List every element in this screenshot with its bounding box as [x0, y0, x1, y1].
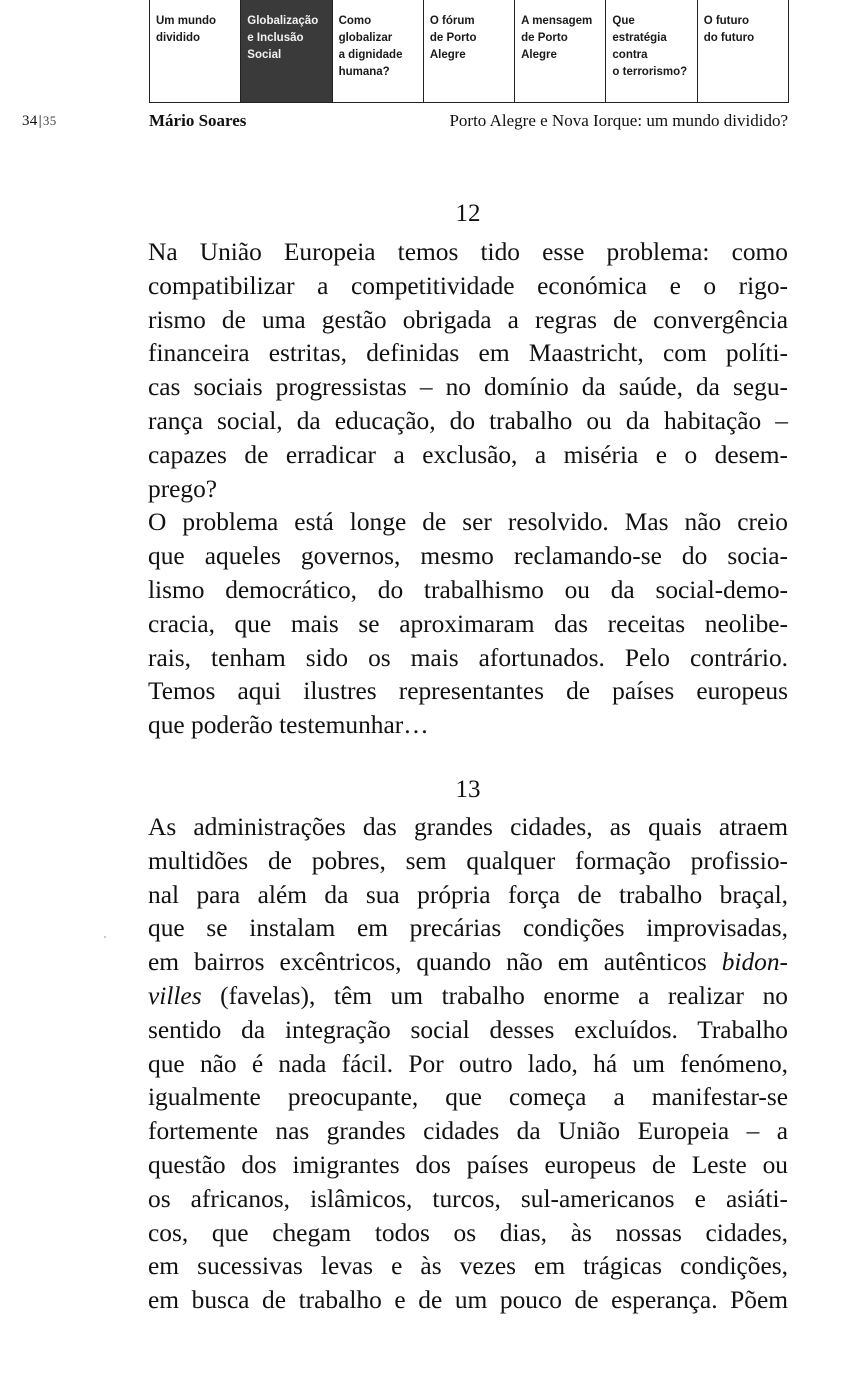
page-number-separator: | — [38, 113, 42, 129]
text-line: financeira estritas, definidas em Maastricht, com políti- — [148, 339, 788, 368]
nav-item-futuro-do-futuro[interactable]: O futuro do futuro — [703, 15, 755, 44]
running-title: Porto Alegre e Nova Iorque: um mundo dividido? — [449, 111, 788, 130]
nav-item-um-mundo-dividido[interactable]: Um mundo dividido — [150, 0, 241, 102]
text-line: que aqueles governos, mesmo reclamando-se do socia- — [148, 542, 788, 571]
text-line: fortemente nas grandes cidades da União Europeia – a — [148, 1117, 788, 1146]
paragraph — [148, 236, 788, 506]
text-line: os africanos, islâmicos, turcos, sul-americanos e asiáti- — [148, 1184, 788, 1213]
text-line: cas sociais progressistas – no domínio da saúde, da segu- — [148, 373, 788, 402]
text-line: As administrações das grandes cidades, as quais atraem — [148, 813, 788, 841]
text-line: questão dos imigrantes dos países europeus de Leste ou — [148, 1150, 788, 1179]
section-12 — [148, 200, 788, 743]
text-line-italic-mix: em bairros excêntricos, quando não em autênticos bidon- — [148, 948, 788, 977]
text-line: rais, tenham sido os mais afortunados. Pelo contrário. — [148, 643, 788, 672]
text-line: compatibilizar a competitividade económica e o rigo- — [148, 271, 788, 300]
section-nav — [149, 0, 789, 103]
text-line: igualmente preocupante, que começa a manifestar-se — [148, 1083, 788, 1112]
text-line: capazes de erradicar a exclusão, a miséria e o desem- — [148, 440, 788, 469]
text-line: que se instalam em precárias condições improvisadas, — [148, 914, 788, 943]
nav-item-forum-porto-alegre[interactable]: O fórum de Porto Alegre — [424, 0, 515, 102]
text-line: em sucessivas levas e às vezes em trágicas condições, — [148, 1252, 788, 1281]
text-line: Na União Europeia temos tido esse problema: como — [148, 238, 788, 266]
text-line: prego? — [148, 474, 218, 503]
text-line: rismo de uma gestão obrigada a regras de convergência — [148, 305, 788, 334]
text-line: O problema está longe de ser resolvido. Mas não creio — [148, 508, 788, 537]
text-line-italic-mix: villes (favelas), têm um trabalho enorme a realizar no — [148, 981, 788, 1010]
page-number-right: 35 — [42, 113, 57, 128]
text-line: rança social, da educação, do trabalho ou da habitação – — [148, 406, 788, 435]
text-line: multidões de pobres, sem qualquer formação profissio- — [148, 846, 788, 875]
text-line: nal para além da sua própria força de trabalho braçal, — [148, 880, 788, 909]
section-13 — [148, 776, 788, 1318]
page-number-left: 34 — [22, 113, 38, 129]
text-line: Temos aqui ilustres representantes de países europeus — [148, 677, 788, 706]
text-line: que poderão testemunhar… — [148, 711, 429, 740]
paragraph — [148, 506, 788, 743]
italic-word: villes — [148, 981, 202, 1010]
text-line: lismo democrático, do trabalhismo ou da social-demo- — [148, 575, 788, 604]
text-line: cos, que chegam todos os dias, às nossas cidades, — [148, 1218, 788, 1247]
text-line: em busca de trabalho e de um pouco de esperança. Põem — [148, 1286, 788, 1315]
italic-word: bidon- — [721, 948, 788, 977]
nav-item-estrategia-terrorismo[interactable]: Que estratégia contra o terrorismo? — [606, 0, 697, 102]
page-number — [22, 113, 57, 130]
text-line: sentido da integração social desses excluídos. Trabalho — [148, 1015, 788, 1044]
margin-speck — [104, 936, 106, 938]
nav-item-globalizacao-inclusao-social[interactable]: Globalização e Inclusão Social — [241, 0, 332, 102]
text-line: cracia, que mais se aproximaram das receitas neolibe- — [148, 609, 788, 638]
nav-item-como-globalizar[interactable]: Como globalizar a dignidade humana? — [333, 0, 424, 102]
paragraph — [148, 811, 788, 1318]
nav-item-mensagem-porto-alegre[interactable]: A mensagem de Porto Alegre — [515, 0, 606, 102]
text-line: que não é nada fácil. Por outro lado, há um fenómeno, — [148, 1049, 788, 1078]
section-number: 12 — [455, 200, 481, 227]
running-author: Mário Soares — [149, 111, 247, 130]
section-number: 13 — [455, 776, 481, 803]
